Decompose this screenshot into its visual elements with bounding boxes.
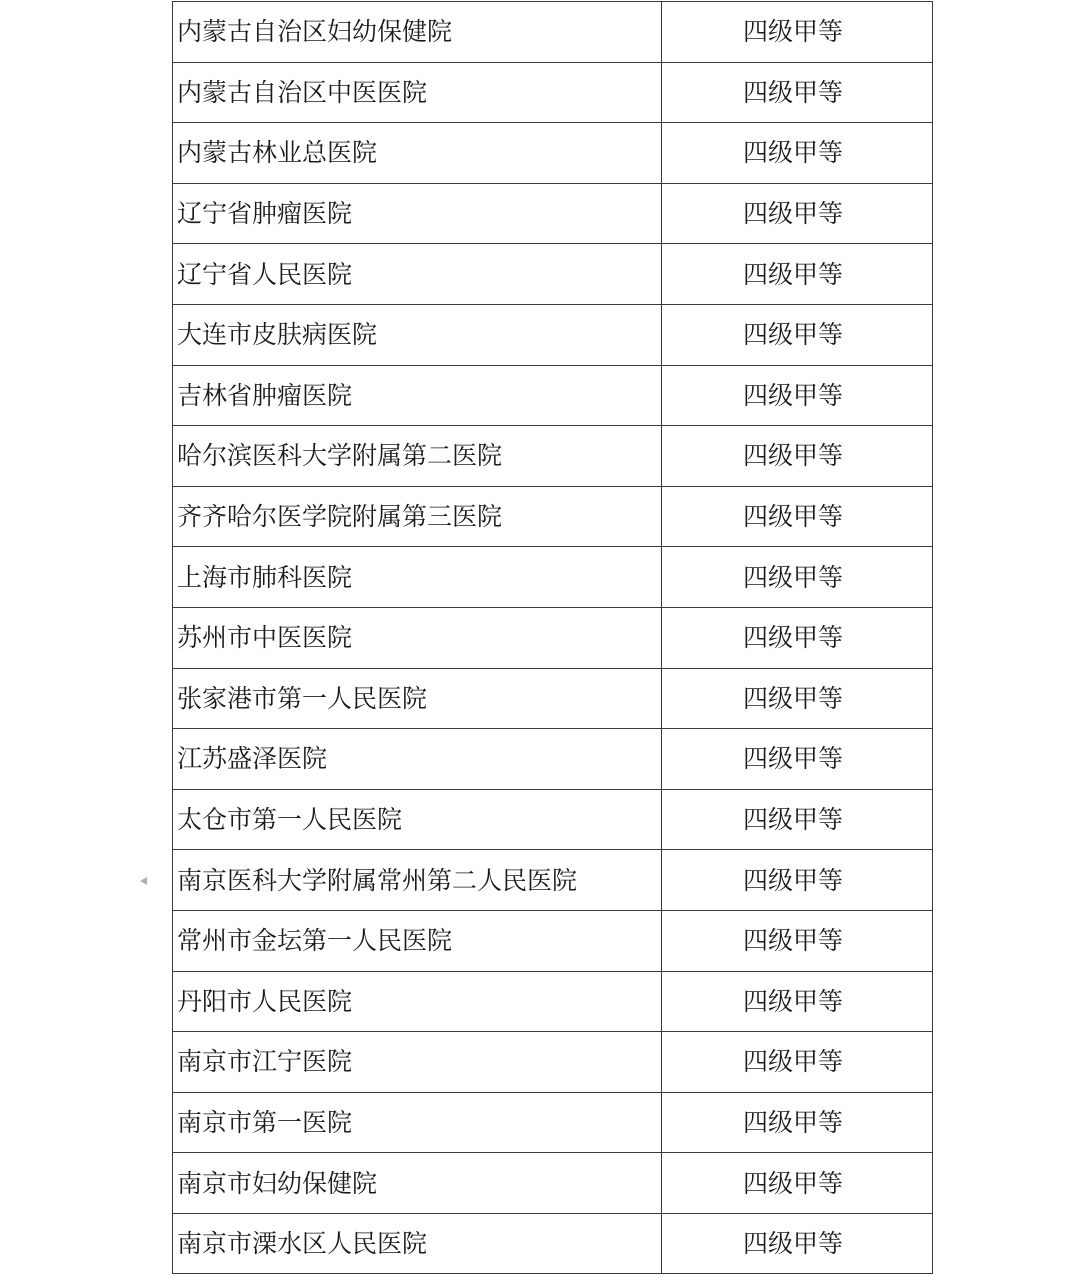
hospital-name-cell: 张家港市第一人民医院 bbox=[173, 668, 662, 729]
rating-level-cell: 四级甲等 bbox=[662, 789, 933, 850]
hospital-name-cell: 上海市肺科医院 bbox=[173, 547, 662, 608]
hospital-name-cell: 南京市江宁医院 bbox=[173, 1032, 662, 1093]
rating-level-cell: 四级甲等 bbox=[662, 365, 933, 426]
rating-level-cell: 四级甲等 bbox=[662, 1213, 933, 1274]
table-row bbox=[173, 1032, 933, 1093]
rating-level-cell: 四级甲等 bbox=[662, 910, 933, 971]
rating-level-cell: 四级甲等 bbox=[662, 1092, 933, 1153]
rating-level-cell: 四级甲等 bbox=[662, 486, 933, 547]
hospital-name-cell: 内蒙古自治区妇幼保健院 bbox=[173, 2, 662, 63]
scan-artifact-mark bbox=[140, 877, 147, 885]
hospital-name-cell: 吉林省肿瘤医院 bbox=[173, 365, 662, 426]
hospital-name-cell: 江苏盛泽医院 bbox=[173, 729, 662, 790]
hospital-name-cell: 哈尔滨医科大学附属第二医院 bbox=[173, 426, 662, 487]
table-row bbox=[173, 486, 933, 547]
table-row bbox=[173, 365, 933, 426]
hospital-name-cell: 齐齐哈尔医学院附属第三医院 bbox=[173, 486, 662, 547]
hospital-name-cell: 苏州市中医医院 bbox=[173, 607, 662, 668]
table-row bbox=[173, 1092, 933, 1153]
rating-level-cell: 四级甲等 bbox=[662, 244, 933, 305]
table-row bbox=[173, 244, 933, 305]
rating-level-cell: 四级甲等 bbox=[662, 62, 933, 123]
hospital-rating-table bbox=[172, 1, 933, 1274]
hospital-name-cell: 南京市第一医院 bbox=[173, 1092, 662, 1153]
table-row bbox=[173, 850, 933, 911]
table-row bbox=[173, 304, 933, 365]
table-row bbox=[173, 910, 933, 971]
hospital-name-cell: 太仓市第一人民医院 bbox=[173, 789, 662, 850]
rating-level-cell: 四级甲等 bbox=[662, 547, 933, 608]
hospital-name-cell: 南京市溧水区人民医院 bbox=[173, 1213, 662, 1274]
table-row bbox=[173, 547, 933, 608]
hospital-name-cell: 丹阳市人民医院 bbox=[173, 971, 662, 1032]
table-row bbox=[173, 668, 933, 729]
hospital-name-cell: 南京市妇幼保健院 bbox=[173, 1153, 662, 1214]
table-body bbox=[173, 2, 933, 1274]
rating-level-cell: 四级甲等 bbox=[662, 2, 933, 63]
table-row bbox=[173, 607, 933, 668]
rating-level-cell: 四级甲等 bbox=[662, 304, 933, 365]
rating-level-cell: 四级甲等 bbox=[662, 426, 933, 487]
table-row bbox=[173, 1153, 933, 1214]
hospital-name-cell: 辽宁省人民医院 bbox=[173, 244, 662, 305]
rating-level-cell: 四级甲等 bbox=[662, 183, 933, 244]
table-row bbox=[173, 789, 933, 850]
rating-level-cell: 四级甲等 bbox=[662, 668, 933, 729]
table-row bbox=[173, 2, 933, 63]
table-row bbox=[173, 426, 933, 487]
rating-level-cell: 四级甲等 bbox=[662, 1153, 933, 1214]
table-row bbox=[173, 123, 933, 184]
table-row bbox=[173, 1213, 933, 1274]
rating-level-cell: 四级甲等 bbox=[662, 850, 933, 911]
table-row bbox=[173, 183, 933, 244]
table-row bbox=[173, 62, 933, 123]
rating-level-cell: 四级甲等 bbox=[662, 971, 933, 1032]
table-row bbox=[173, 729, 933, 790]
hospital-name-cell: 内蒙古林业总医院 bbox=[173, 123, 662, 184]
rating-level-cell: 四级甲等 bbox=[662, 123, 933, 184]
rating-level-cell: 四级甲等 bbox=[662, 1032, 933, 1093]
hospital-name-cell: 内蒙古自治区中医医院 bbox=[173, 62, 662, 123]
hospital-name-cell: 辽宁省肿瘤医院 bbox=[173, 183, 662, 244]
hospital-name-cell: 大连市皮肤病医院 bbox=[173, 304, 662, 365]
rating-level-cell: 四级甲等 bbox=[662, 607, 933, 668]
rating-level-cell: 四级甲等 bbox=[662, 729, 933, 790]
table-row bbox=[173, 971, 933, 1032]
hospital-name-cell: 常州市金坛第一人民医院 bbox=[173, 910, 662, 971]
hospital-name-cell: 南京医科大学附属常州第二人民医院 bbox=[173, 850, 662, 911]
